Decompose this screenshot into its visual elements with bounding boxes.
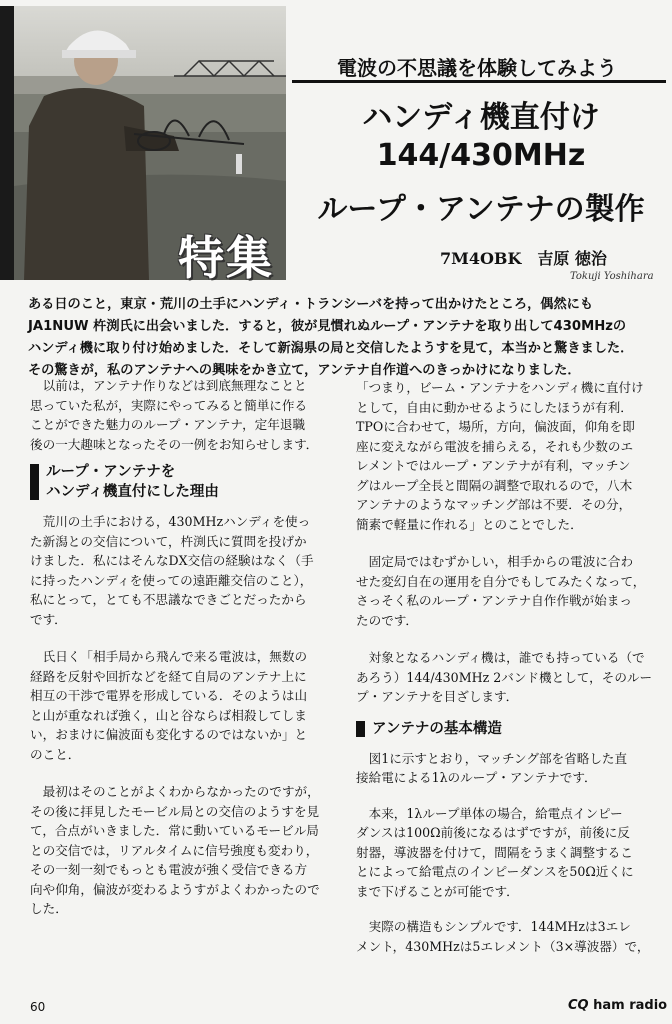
text-line: 実際の構造もシンプルです．144MHzは3エレ: [356, 919, 631, 934]
text-line: 最初はそのことがよくわからなかったのですが，: [30, 784, 320, 799]
lead-line: JA1NUW 杵渕氏に出会いました．すると，彼が見慣れぬループ・アンテナを取り出して430MHzの: [28, 319, 627, 334]
text-line: として，自由に動かせるようにしたほうが有利．: [356, 399, 633, 415]
text-line: した．: [30, 901, 68, 916]
brand-cq: CQ: [568, 998, 589, 1013]
title-line-1: ハンディ機直付け: [362, 100, 600, 135]
kicker: 電波の不思議を体験してみよう: [337, 56, 617, 80]
text-line: 座に変えながら電波を捕らえる，それも少数のエ: [356, 438, 634, 454]
text-line: グはループ全長と間隔の調整で取れるので，八木: [356, 477, 633, 493]
text-line: に持ったハンディを使っての遠距離交信のこと），: [30, 572, 313, 588]
text-line: との交信では，リアルタイムに信号強度も変わり，: [30, 842, 319, 858]
lead-line: ハンディ機に取り付け始めました．そして新潟県の局と交信したようすを見て，本当かと驚きました．: [28, 341, 634, 356]
section-heading-2: [356, 719, 656, 739]
page-number: 60: [30, 1000, 46, 1014]
left-column: [30, 370, 330, 925]
text-line: けました．私にはそんなDX交信の経験はなく（手: [30, 553, 314, 568]
text-line: 対象となるハンディ機は，誰でも持っている（で: [356, 650, 645, 665]
right-column: [356, 372, 656, 962]
text-line: 思っていた私が，実際にやってみると簡単に作る: [30, 397, 308, 413]
text-line: 本来，1λループ単体の場合，給電点インピー: [356, 805, 623, 821]
text-line: プ・アンテナを目ざします．: [356, 689, 519, 704]
text-line: その後に拝見したモービル局との交信のようすを見: [30, 803, 320, 819]
text-line: と山が重なれば強く，山と谷ならば相殺してしま: [30, 707, 307, 723]
text-line: さっそく私のループ・アンテナ自作作戦が始まっ: [356, 593, 632, 608]
text-line: アンテナのようなマッチング部は不要．その分，: [356, 497, 632, 512]
text-line: ダンスは100Ω前後になるはずですが，前後に反: [356, 825, 630, 840]
section-heading-1: [30, 462, 330, 502]
text-line: 接給電による1λのループ・アンテナです．: [356, 770, 597, 785]
feature-mark: 特集: [178, 231, 274, 285]
kicker-rule: [292, 80, 666, 83]
text-line: メント，430MHzは5エレメント（3×導波器）で，: [356, 938, 650, 954]
text-line: 以前は，アンテナ作りなどは到底無理なことと: [30, 378, 307, 393]
text-line: 後の一大趣味となったその一例をお知らせします．: [30, 436, 319, 452]
lead-line: その驚きが，私のアンテナへの興味をかき立て，アンテナ自作道へのきっかけになりました．: [28, 363, 581, 378]
text-line: 荒川の土手における，430MHzハンディを使っ: [30, 514, 311, 529]
text-line: 私にとって，とても不思議なできごとだったから: [30, 592, 307, 607]
text-line: TPOに合わせて，場所，方向，偏波面，仰角を即: [356, 419, 635, 434]
brand-rest: ham radio: [593, 998, 668, 1013]
text-line: 簡素で軽量に作れる」とのことでした．: [356, 516, 583, 532]
text-line: て，合点がいきました．常に動いているモービル局: [30, 823, 319, 838]
text-line: 氏日く「相手局から飛んで来る電波は，無数の: [30, 649, 308, 664]
author-name: 7M4OBK 吉原 徳治: [440, 249, 607, 268]
lead-paragraph: [28, 294, 658, 382]
text-line: たのです．: [356, 612, 418, 628]
text-line: せた変幻自在の運用を自分でもしてみたくなって，: [356, 573, 646, 589]
text-line: 図1に示すとおり，マッチング部を省略した直: [356, 750, 628, 766]
author-roman: Tokuji Yoshihara: [570, 271, 654, 282]
title-line-3: ループ・アンテナの製作: [317, 192, 645, 227]
text-line: その一刻一刻でもっとも電波が強く受信できる方: [30, 862, 308, 877]
edge-bar: [0, 6, 14, 280]
text-line: 射器，導波器を付けて，間隔をうまく調整するこ: [356, 844, 633, 860]
text-line: ことができた魅力のループ・アンテナ，定年退職: [30, 417, 306, 432]
magazine-brand: [568, 998, 667, 1013]
text-line: まで下げることが可能です．: [356, 883, 519, 899]
text-line: 「つまり，ビーム・アンテナをハンディ機に直付け: [356, 380, 644, 395]
text-line: 経路を反射や回折などを経て自局のアンテナ上に: [30, 668, 307, 684]
heading-line: アンテナの基本構造: [372, 720, 502, 737]
title-line-2: 144/430MHz: [376, 138, 586, 173]
text-line: 固定局ではむずかしい，相手からの電波に合わ: [356, 554, 634, 569]
text-line: 向や仰角，偏波が変わるようすがよくわかったので: [30, 881, 320, 897]
text-line: い，おまけに偏波面も変化するのではないか」と: [30, 727, 308, 742]
text-line: レメントではループ・アンテナが有利，マッチン: [356, 458, 631, 473]
text-line: です．: [30, 611, 67, 627]
text-line: のこと．: [30, 746, 81, 762]
lead-line: ある日のこと，東京・荒川の土手にハンディ・トランシーバを持って出かけたところ，偶然にも: [28, 297, 594, 312]
text-line: 相互の干渉で電界を形成している．そのようは山: [30, 688, 308, 703]
text-line: とによって給電点のインピーダンスを50Ω近くに: [356, 864, 634, 879]
text-line: あろう）144/430MHz 2バンド機として，そのルー: [356, 669, 653, 685]
heading-line: ハンディ機直付にした理由: [46, 484, 219, 500]
heading-line: ループ・アンテナを: [46, 464, 176, 480]
text-line: た新潟との交信について，杵渕氏に質問を投げか: [30, 533, 307, 549]
